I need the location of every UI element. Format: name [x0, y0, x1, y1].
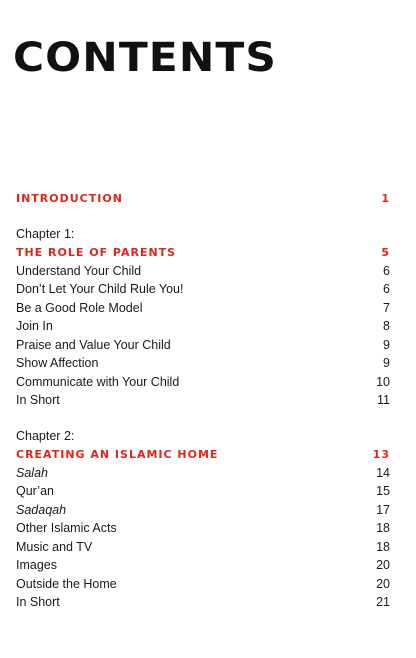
toc-entry: [16, 482, 390, 501]
toc-heading: [16, 445, 390, 464]
toc-entry-page-number: 18: [376, 539, 390, 554]
toc-entry: [16, 391, 390, 410]
toc-entry-page-number: 6: [383, 282, 390, 297]
toc-entry-label: Show Affection: [16, 356, 99, 371]
toc-entry-label: CREATING AN ISLAMIC HOME: [16, 447, 219, 461]
page-title: CONTENTS: [13, 35, 277, 81]
toc-entry-label: Join In: [16, 319, 53, 334]
toc-entry-label: Other Islamic Acts: [16, 521, 117, 536]
toc-entry-label: In Short: [16, 595, 60, 610]
toc-entry-label: Praise and Value Your Child: [16, 337, 171, 352]
toc-entry-label: Music and TV: [16, 539, 93, 554]
toc-heading: [16, 189, 390, 208]
toc-entry: [16, 501, 390, 520]
toc-entry-label: Chapter 2:: [16, 428, 75, 443]
toc-entry-label: Sadaqah: [16, 502, 67, 517]
toc-entry-label: THE ROLE OF PARENTS: [16, 245, 177, 259]
toc-entry-page-number: 13: [372, 447, 390, 461]
toc-entry-page-number: 7: [383, 300, 390, 315]
toc-entry-page-number: 14: [376, 465, 390, 480]
toc-entry-page-number: 1: [381, 191, 390, 205]
toc-entry-page-number: 10: [376, 374, 390, 389]
toc-entry-label: Communicate with Your Child: [16, 374, 180, 389]
toc-entry-label: Chapter 1:: [16, 226, 75, 241]
toc-entry: [16, 538, 390, 557]
toc-entry-page-number: 18: [376, 521, 390, 536]
toc-entry-label: Be a Good Role Model: [16, 300, 143, 315]
toc-entry-page-number: 11: [377, 393, 390, 408]
toc-entry-label: In Short: [16, 393, 60, 408]
toc-chapter-number: [16, 225, 390, 244]
toc-entry-page-number: 5: [381, 245, 390, 259]
toc-entry-label: INTRODUCTION: [16, 191, 123, 205]
toc-entry: [16, 262, 390, 281]
toc-entry-page-number: 8: [383, 319, 390, 334]
toc-entry: [16, 373, 390, 392]
toc-entry-label: Salah: [16, 465, 48, 480]
toc-entry-page-number: 9: [383, 337, 390, 352]
toc-entry-label: Images: [16, 558, 57, 573]
toc-entry: [16, 593, 390, 612]
toc-entry-label: Understand Your Child: [16, 263, 142, 278]
toc-entry-page-number: 20: [376, 576, 390, 591]
toc-spacer: [16, 410, 390, 427]
toc-entry: [16, 464, 390, 483]
toc-list: [16, 189, 390, 612]
toc-entry: [16, 317, 390, 336]
toc-entry-page-number: 20: [376, 558, 390, 573]
toc-entry-page-number: 21: [376, 595, 390, 610]
toc-entry: [16, 354, 390, 373]
toc-entry-page-number: 6: [383, 263, 390, 278]
toc-entry-label: Qur’an: [16, 484, 54, 499]
toc-entry: [16, 575, 390, 594]
toc-entry: [16, 336, 390, 355]
toc-entry: [16, 519, 390, 538]
toc-entry-page-number: 15: [376, 484, 390, 499]
toc-spacer: [16, 208, 390, 225]
toc-entry-page-number: 17: [376, 502, 390, 517]
toc-entry: [16, 280, 390, 299]
toc-entry-label: Don’t Let Your Child Rule You!: [16, 282, 184, 297]
toc-heading: [16, 243, 390, 262]
toc-chapter-number: [16, 427, 390, 446]
toc-entry: [16, 299, 390, 318]
toc-entry-label: Outside the Home: [16, 576, 117, 591]
toc-entry-page-number: 9: [383, 356, 390, 371]
toc-entry: [16, 556, 390, 575]
